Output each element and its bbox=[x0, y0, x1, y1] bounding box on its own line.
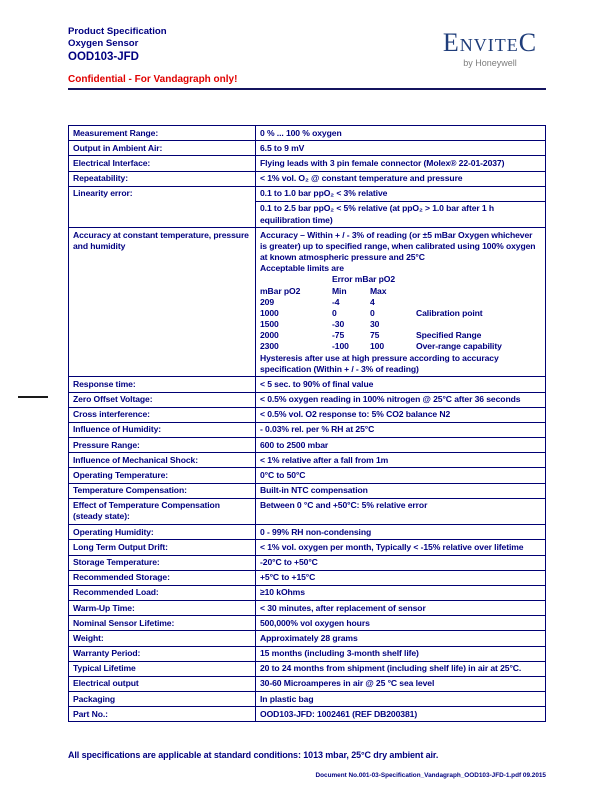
spec-label: Temperature Compensation: bbox=[69, 483, 256, 498]
spec-row bbox=[69, 468, 546, 483]
spec-label: Pressure Range: bbox=[69, 438, 256, 453]
limits-cell bbox=[416, 297, 504, 308]
spec-row bbox=[69, 453, 546, 468]
limits-row bbox=[260, 319, 504, 330]
spec-value: < 0.5% vol. O2 response to: 5% CO2 balance N2 bbox=[256, 407, 546, 422]
limits-cell: -30 bbox=[332, 319, 345, 330]
spec-value: Flying leads with 3 pin female connector (Molex® 22-01-2037) bbox=[256, 156, 546, 171]
spec-row bbox=[69, 585, 546, 600]
limits-row bbox=[260, 330, 504, 341]
limits-col-header-row bbox=[260, 286, 504, 297]
limits-error-header-row bbox=[260, 274, 504, 285]
limits-cell: 0 bbox=[332, 307, 337, 318]
spec-label: Accuracy at constant temperature, pressure and humidity bbox=[69, 228, 256, 377]
spec-row bbox=[69, 483, 546, 498]
spec-row bbox=[69, 377, 546, 392]
accuracy-limits-table bbox=[260, 274, 504, 352]
spec-label: Electrical Interface: bbox=[69, 156, 256, 171]
limits-row bbox=[260, 308, 504, 319]
accuracy-hysteresis: Hysteresis after use at high pressure according to accuracy specification (Within + / - 3% of reading) bbox=[260, 352, 499, 374]
spec-label: Effect of Temperature Compensation (steady state): bbox=[69, 498, 256, 524]
spec-row bbox=[69, 126, 546, 141]
spec-row bbox=[69, 616, 546, 631]
limits-error-header: Error mBar pO2 bbox=[332, 274, 396, 285]
spec-value: 6.5 to 9 mV bbox=[256, 141, 546, 156]
standard-conditions-note: All specifications are applicable at standard conditions: 1013 mbar, 25°C dry ambient air. bbox=[68, 750, 439, 760]
limits-cell: -100 bbox=[332, 341, 349, 352]
spec-row bbox=[69, 171, 546, 186]
spec-value: -20°C to +50°C bbox=[256, 555, 546, 570]
page-fold-mark bbox=[18, 396, 48, 398]
product-spec-title: Product Specification bbox=[68, 26, 167, 37]
envitec-logo bbox=[430, 30, 550, 68]
spec-label: Recommended Load: bbox=[69, 585, 256, 600]
spec-label: Packaging bbox=[69, 692, 256, 707]
spec-label: Recommended Storage: bbox=[69, 570, 256, 585]
spec-value: 0 % ... 100 % oxygen bbox=[256, 126, 546, 141]
spec-value: OOD103-JFD: 1002461 (REF DB200381) bbox=[256, 707, 546, 722]
spec-row bbox=[69, 661, 546, 676]
spec-value: Approximately 28 grams bbox=[256, 631, 546, 646]
spec-row bbox=[69, 540, 546, 555]
limits-cell: 2300 bbox=[260, 341, 279, 352]
limits-cell: 209 bbox=[260, 296, 275, 307]
spec-value: 30-60 Microamperes in air @ 25 °C sea level bbox=[256, 676, 546, 691]
limits-cell: 2000 bbox=[260, 330, 279, 341]
spec-label: Operating Humidity: bbox=[69, 525, 256, 540]
spec-table bbox=[68, 125, 546, 722]
spec-label: Measurement Range: bbox=[69, 126, 256, 141]
header-divider-rule bbox=[68, 88, 546, 90]
limits-cell: Over-range capability bbox=[416, 341, 502, 352]
spec-row bbox=[69, 525, 546, 540]
accuracy-intro: Accuracy – Within + / - 3% of reading (or ±5 mBar Oxygen whichever is greater) up to specified range, when calibrated using 100% oxygen at known atmospheric pressure and 25°C bbox=[260, 229, 536, 263]
limits-cell: 30 bbox=[370, 319, 380, 330]
spec-label: Cross interference: bbox=[69, 407, 256, 422]
spec-value bbox=[256, 228, 546, 377]
spec-label: Warranty Period: bbox=[69, 646, 256, 661]
limits-cell: 4 bbox=[370, 296, 375, 307]
limits-cell: Specified Range bbox=[416, 330, 482, 341]
spec-value: 0°C to 50°C bbox=[256, 468, 546, 483]
limits-cell: -4 bbox=[332, 296, 340, 307]
spec-row bbox=[69, 422, 546, 437]
spec-label: Typical Lifetime bbox=[69, 661, 256, 676]
spec-row bbox=[69, 601, 546, 616]
limits-cell: 75 bbox=[370, 330, 380, 341]
spec-value: < 1% vol. oxygen per month, Typically < -15% relative over lifetime bbox=[256, 540, 546, 555]
limits-cell bbox=[416, 319, 504, 330]
spec-row bbox=[69, 631, 546, 646]
spec-row bbox=[69, 186, 546, 201]
spec-label: Repeatability: bbox=[69, 171, 256, 186]
accuracy-details bbox=[260, 230, 541, 375]
spec-row bbox=[69, 228, 546, 377]
limits-row bbox=[260, 297, 504, 308]
spec-label: Output in Ambient Air: bbox=[69, 141, 256, 156]
spec-row bbox=[69, 438, 546, 453]
confidential-notice: Confidential - For Vandagraph only! bbox=[68, 73, 238, 85]
spec-label: Zero Offset Voltage: bbox=[69, 392, 256, 407]
limits-col-header: mBar pO2 bbox=[260, 285, 301, 296]
spec-label: Long Term Output Drift: bbox=[69, 540, 256, 555]
spec-label: Warm-Up Time: bbox=[69, 601, 256, 616]
document-reference: Document No.001-03-Specification_Vandagraph_OOD103-JFD-1.pdf 09.2015 bbox=[315, 772, 546, 779]
spec-value: +5°C to +15°C bbox=[256, 570, 546, 585]
spec-row bbox=[69, 707, 546, 722]
spec-row bbox=[69, 570, 546, 585]
spec-value: < 0.5% oxygen reading in 100% nitrogen @ 25°C after 36 seconds bbox=[256, 392, 546, 407]
spec-value: Built-in NTC compensation bbox=[256, 483, 546, 498]
spec-row bbox=[69, 692, 546, 707]
product-model: OOD103-JFD bbox=[68, 50, 139, 63]
spec-label: Influence of Humidity: bbox=[69, 422, 256, 437]
spec-label: Part No.: bbox=[69, 707, 256, 722]
limits-cell: 0 bbox=[370, 307, 375, 318]
spec-label: Storage Temperature: bbox=[69, 555, 256, 570]
limits-col-header: Max bbox=[370, 285, 387, 296]
spec-value: 0.1 to 1.0 bar ppO₂ < 3% relative bbox=[256, 186, 546, 201]
spec-label: Response time: bbox=[69, 377, 256, 392]
spec-value: - 0.03% rel. per % RH at 25°C bbox=[256, 422, 546, 437]
spec-table-body bbox=[69, 126, 546, 722]
spec-label: Weight: bbox=[69, 631, 256, 646]
spec-row bbox=[69, 498, 546, 524]
product-type: Oxygen Sensor bbox=[68, 37, 139, 49]
spec-label: Linearity error: bbox=[69, 186, 256, 228]
spec-value: In plastic bag bbox=[256, 692, 546, 707]
spec-value: ≥10 kOhms bbox=[256, 585, 546, 600]
spec-row bbox=[69, 141, 546, 156]
limits-cell: 100 bbox=[370, 341, 385, 352]
spec-value: Between 0 °C and +50°C: 5% relative error bbox=[256, 498, 546, 524]
limits-cell: 1500 bbox=[260, 319, 279, 330]
spec-label: Nominal Sensor Lifetime: bbox=[69, 616, 256, 631]
spec-row bbox=[69, 646, 546, 661]
spec-value: < 1% relative after a fall from 1m bbox=[256, 453, 546, 468]
limits-cell: Calibration point bbox=[416, 307, 483, 318]
envitec-logo-wordmark: EnviteC bbox=[442, 28, 538, 57]
spec-label: Operating Temperature: bbox=[69, 468, 256, 483]
limits-col-header: Min bbox=[332, 285, 347, 296]
spec-value: < 5 sec. to 90% of final value bbox=[256, 377, 546, 392]
limits-cell: 1000 bbox=[260, 307, 279, 318]
spec-row bbox=[69, 156, 546, 171]
document-header bbox=[68, 26, 237, 86]
spec-value: < 1% vol. O₂ @ constant temperature and pressure bbox=[256, 171, 546, 186]
spec-row bbox=[69, 676, 546, 691]
spec-row bbox=[69, 392, 546, 407]
spec-label: Electrical output bbox=[69, 676, 256, 691]
spec-row bbox=[69, 555, 546, 570]
spec-value: < 30 minutes, after replacement of sensor bbox=[256, 601, 546, 616]
spec-value: 20 to 24 months from shipment (including shelf life) in air at 25°C. bbox=[256, 661, 546, 676]
spec-value: 0 - 99% RH non-condensing bbox=[256, 525, 546, 540]
spec-value: 15 months (including 3-month shelf life) bbox=[256, 646, 546, 661]
spec-label: Influence of Mechanical Shock: bbox=[69, 453, 256, 468]
spec-value: 600 to 2500 mbar bbox=[256, 438, 546, 453]
limits-cell: -75 bbox=[332, 330, 345, 341]
spec-value: 500,000% vol oxygen hours bbox=[256, 616, 546, 631]
spec-row bbox=[69, 407, 546, 422]
spec-value: 0.1 to 2.5 bar ppO₂ < 5% relative (at ppO₂ > 1.0 bar after 1 h equilibration time) bbox=[256, 201, 546, 227]
limits-row bbox=[260, 341, 504, 352]
envitec-logo-byline: by Honeywell bbox=[463, 58, 517, 68]
accuracy-limits-intro: Acceptable limits are bbox=[260, 263, 344, 274]
